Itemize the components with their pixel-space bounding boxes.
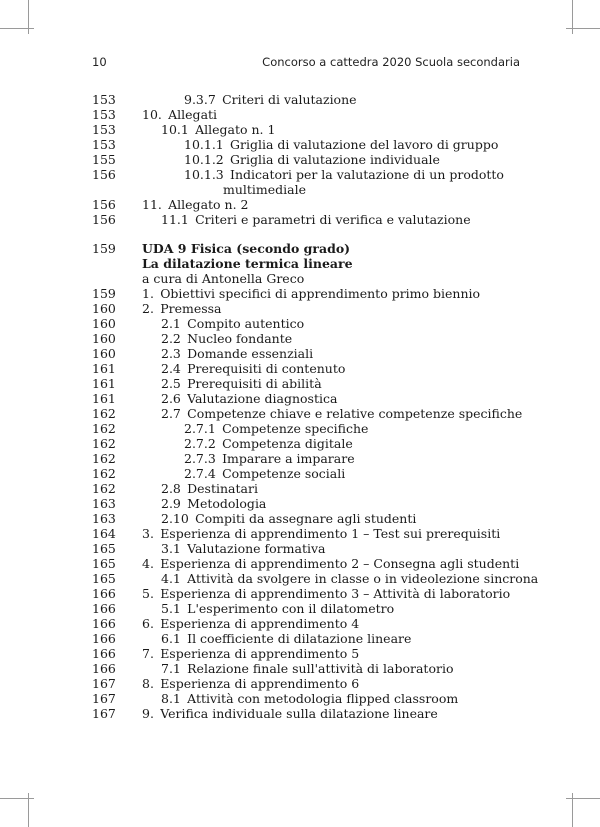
toc-section-number: 2.5	[161, 376, 181, 391]
toc-entry	[92, 556, 532, 571]
toc-section-title: Criteri di valutazione	[222, 92, 357, 107]
toc-section-title: Esperienza di apprendimento 4	[160, 616, 360, 631]
toc-entry	[92, 197, 532, 212]
toc-page-number: 164	[92, 526, 116, 541]
toc-entry	[92, 256, 532, 271]
toc-entry	[92, 286, 532, 301]
page-number: 10	[92, 55, 107, 69]
toc-section-title: Obiettivi specifici di apprendimento primo biennio	[160, 286, 481, 301]
toc-entry-text	[161, 122, 275, 137]
toc-section-number: 3.1	[161, 541, 181, 556]
toc-section-title: Allegato n. 1	[195, 122, 276, 137]
toc-page-number: 160	[92, 346, 116, 361]
toc-section-title: Destinatari	[187, 481, 258, 496]
toc-section-number: 8.1	[161, 691, 181, 706]
toc-entry-text	[161, 406, 522, 421]
toc-page-number: 153	[92, 137, 116, 152]
toc-entry	[92, 466, 532, 481]
toc-entry-text	[161, 631, 411, 646]
toc-entry-text	[161, 361, 345, 376]
toc-entry-text	[142, 286, 480, 301]
toc-entry-text	[161, 376, 322, 391]
toc-section-number: 5.	[142, 586, 154, 601]
toc-page-number: 162	[92, 481, 116, 496]
toc-entry-text	[142, 241, 350, 256]
toc-page-number: 163	[92, 511, 116, 526]
toc-entry-text	[161, 331, 292, 346]
toc-entry-text	[161, 511, 416, 526]
toc-section-title: Esperienza di apprendimento 1 – Test sui prerequisiti	[160, 526, 501, 541]
toc-page-number: 159	[92, 286, 116, 301]
toc-page-number: 167	[92, 676, 116, 691]
toc-section-number: 5.1	[161, 601, 181, 616]
toc-page-number: 165	[92, 541, 116, 556]
toc-entry	[92, 122, 532, 137]
toc-page-number: 156	[92, 167, 116, 182]
toc-section-title: Allegati	[168, 107, 218, 122]
toc-section-title: Imparare a imparare	[222, 451, 355, 466]
toc-section-title: Competenza digitale	[222, 436, 353, 451]
toc-entry-text	[161, 346, 313, 361]
toc-entry	[92, 601, 532, 616]
toc-section-title: Metodologia	[187, 496, 267, 511]
toc-entry	[92, 107, 532, 122]
toc-entry	[92, 511, 532, 526]
toc-entry-text	[161, 661, 453, 676]
toc-section-number: 9.3.7	[184, 92, 216, 107]
toc-entry-text	[184, 92, 357, 107]
toc-section-number: 3.	[142, 526, 154, 541]
toc-entry	[92, 391, 532, 406]
toc-entry	[92, 152, 532, 167]
toc-page-number: 155	[92, 152, 116, 167]
toc-entry-text	[184, 152, 440, 167]
toc-section-title: Valutazione diagnostica	[187, 391, 338, 406]
toc-entry	[92, 646, 532, 661]
toc-entry	[92, 436, 532, 451]
toc-section-title: Compiti da assegnare agli studenti	[195, 511, 417, 526]
toc-section-title: Griglia di valutazione individuale	[230, 152, 440, 167]
toc-page-number: 162	[92, 406, 116, 421]
toc-page-number: 153	[92, 107, 116, 122]
toc-entry	[92, 241, 532, 256]
toc-entry-text	[142, 271, 304, 286]
toc-section-number: 11.1	[161, 212, 189, 227]
toc-section-title: Premessa	[160, 301, 222, 316]
toc-section-number: 9.	[142, 706, 154, 721]
running-title: Concorso a cattedra 2020 Scuola secondaria	[262, 55, 520, 69]
toc-entry-text	[184, 137, 498, 152]
toc-section-title: Competenze sociali	[222, 466, 346, 481]
toc-entry-text	[161, 601, 394, 616]
toc-section-number: 10.1	[161, 122, 189, 137]
toc-section-title: L'esperimento con il dilatometro	[187, 601, 395, 616]
toc-entry-text	[142, 616, 359, 631]
toc-page-number: 165	[92, 571, 116, 586]
toc-section-title: Esperienza di apprendimento 6	[160, 676, 360, 691]
toc-page-number: 166	[92, 616, 116, 631]
toc-entry	[92, 361, 532, 376]
toc-section-title: Attività con metodologia flipped classroom	[187, 691, 459, 706]
toc-entry-text	[184, 436, 353, 451]
toc-entry-text	[184, 167, 504, 197]
toc-entry-text	[184, 451, 355, 466]
toc-entry-text	[142, 197, 249, 212]
toc-section-number: 7.1	[161, 661, 181, 676]
toc-entry	[92, 661, 532, 676]
toc-page-number: 166	[92, 646, 116, 661]
toc-page-number: 167	[92, 691, 116, 706]
toc-page-number: 161	[92, 376, 116, 391]
toc-entry	[92, 331, 532, 346]
toc-entry-text	[142, 586, 510, 601]
toc-entry	[92, 316, 532, 331]
toc-page-number: 162	[92, 436, 116, 451]
toc-entry	[92, 271, 532, 286]
toc-section-number: 2.4	[161, 361, 181, 376]
toc-entry-text	[142, 556, 519, 571]
crop-mark	[0, 798, 34, 799]
toc-section-title: a cura di Antonella Greco	[142, 271, 305, 286]
toc-section-number: 2.3	[161, 346, 181, 361]
toc-section-title: Competenze specifiche	[222, 421, 369, 436]
toc-entry-text	[161, 212, 471, 227]
toc-section-number: 2.	[142, 301, 154, 316]
toc-section-title: Relazione finale sull'attività di laboratorio	[187, 661, 454, 676]
toc-section-title: Indicatori per la valutazione di un prodotto	[230, 167, 504, 182]
toc-page-number: 166	[92, 586, 116, 601]
toc-section-number: 2.10	[161, 511, 189, 526]
crop-mark	[566, 798, 600, 799]
toc-entry-text	[161, 316, 304, 331]
toc-section-number: 10.1.2	[184, 152, 224, 167]
crop-mark	[0, 28, 34, 29]
toc-page-number: 161	[92, 391, 116, 406]
crop-mark	[566, 28, 600, 29]
toc-page-number: 156	[92, 212, 116, 227]
toc-section-number: 2.1	[161, 316, 181, 331]
toc-entry	[92, 212, 532, 227]
toc-entry	[92, 676, 532, 691]
toc-section-title: Prerequisiti di abilità	[187, 376, 322, 391]
toc-entry	[92, 526, 532, 541]
toc-entry-text	[142, 526, 500, 541]
toc-page-number: 167	[92, 706, 116, 721]
toc-section-number: 8.	[142, 676, 154, 691]
section-gap	[92, 227, 532, 241]
toc-section-title: Allegato n. 2	[168, 197, 249, 212]
toc-section-number: 2.7.2	[184, 436, 216, 451]
toc-section-title: Esperienza di apprendimento 5	[160, 646, 360, 661]
toc-section-title: Competenze chiave e relative competenze specifiche	[187, 406, 523, 421]
toc-page-number: 160	[92, 301, 116, 316]
toc-entry	[92, 496, 532, 511]
toc-section-title: Verifica individuale sulla dilatazione lineare	[160, 706, 438, 721]
toc-section-number: 4.	[142, 556, 154, 571]
toc-section-number: 2.2	[161, 331, 181, 346]
toc-section-number: 7.	[142, 646, 154, 661]
toc-section-number: 10.1.1	[184, 137, 224, 152]
toc-section-number: 11.	[142, 197, 162, 212]
toc-section-title: Attività da svolgere in classe o in videolezione sincrona	[187, 571, 539, 586]
toc-entry-text	[184, 466, 345, 481]
toc-section-title: Esperienza di apprendimento 2 – Consegna agli studenti	[160, 556, 520, 571]
toc-entry-text	[142, 301, 222, 316]
toc-entry	[92, 706, 532, 721]
toc-entry-text	[142, 107, 217, 122]
toc-entry	[92, 481, 532, 496]
toc-section-number: 2.6	[161, 391, 181, 406]
toc-entry-text	[161, 691, 458, 706]
toc-section-number: 1.	[142, 286, 154, 301]
toc-entry	[92, 301, 532, 316]
toc-section-title: La dilatazione termica lineare	[142, 256, 353, 271]
toc-page-number: 161	[92, 361, 116, 376]
toc-section-title: Nucleo fondante	[187, 331, 293, 346]
toc-entry-text	[161, 391, 337, 406]
toc-entry-text	[142, 256, 353, 271]
toc-entry	[92, 346, 532, 361]
toc-entry-text	[184, 421, 368, 436]
toc-section-number: 6.1	[161, 631, 181, 646]
toc-entry	[92, 92, 532, 107]
toc-section-title: Prerequisiti di contenuto	[187, 361, 346, 376]
toc-section-title-continuation: multimediale	[223, 182, 307, 197]
toc-section-title: Il coefficiente di dilatazione lineare	[187, 631, 412, 646]
toc-entry	[92, 451, 532, 466]
toc-entry-text	[161, 481, 258, 496]
toc-section-number: 2.9	[161, 496, 181, 511]
toc-page-number: 162	[92, 466, 116, 481]
toc-section-number: 10.1.3	[184, 167, 224, 182]
toc-section-number: 2.7.4	[184, 466, 216, 481]
toc-entry	[92, 616, 532, 631]
toc-section-number: 2.7.3	[184, 451, 216, 466]
toc-entry-text	[161, 496, 266, 511]
toc-section-title: Esperienza di apprendimento 3 – Attività di laboratorio	[160, 586, 511, 601]
toc-section-number: 4.1	[161, 571, 181, 586]
toc-section-title: Griglia di valutazione del lavoro di gruppo	[230, 137, 499, 152]
toc-section-title: Criteri e parametri di verifica e valutazione	[195, 212, 471, 227]
toc-page-number: 153	[92, 122, 116, 137]
toc-section-title: Valutazione formativa	[187, 541, 326, 556]
toc-entry	[92, 406, 532, 421]
toc-page-number: 162	[92, 421, 116, 436]
toc-entry-text	[161, 571, 538, 586]
toc-entry-text	[142, 706, 438, 721]
toc-page-number: 153	[92, 92, 116, 107]
toc-entry	[92, 541, 532, 556]
toc-section-title: UDA 9 Fisica (secondo grado)	[142, 241, 351, 256]
toc-page-number: 160	[92, 316, 116, 331]
toc-section-number: 2.7.1	[184, 421, 216, 436]
toc-page-number: 166	[92, 601, 116, 616]
toc-entry	[92, 571, 539, 586]
toc-section-number: 10.	[142, 107, 162, 122]
toc-section-title: Domande essenziali	[187, 346, 314, 361]
toc-entry-text	[142, 676, 359, 691]
toc-page-number: 156	[92, 197, 116, 212]
toc-section-number: 2.8	[161, 481, 181, 496]
toc-entry	[92, 167, 532, 197]
toc-page-number: 162	[92, 451, 116, 466]
toc-page-number: 166	[92, 631, 116, 646]
toc-page-number: 163	[92, 496, 116, 511]
toc-section-title: Compito autentico	[187, 316, 305, 331]
toc-entry	[92, 691, 532, 706]
toc-entry	[92, 376, 532, 391]
toc-page-number: 159	[92, 241, 116, 256]
toc-page-number: 160	[92, 331, 116, 346]
page-header	[92, 55, 520, 73]
toc-entry-text	[161, 541, 326, 556]
toc-page-number: 166	[92, 661, 116, 676]
toc-entry-text	[142, 646, 359, 661]
toc-section-number: 2.7	[161, 406, 181, 421]
table-of-contents	[92, 92, 539, 721]
toc-entry	[92, 421, 532, 436]
toc-page-number: 165	[92, 556, 116, 571]
toc-section-number: 6.	[142, 616, 154, 631]
toc-entry	[92, 586, 532, 601]
toc-entry	[92, 631, 532, 646]
toc-entry	[92, 137, 532, 152]
